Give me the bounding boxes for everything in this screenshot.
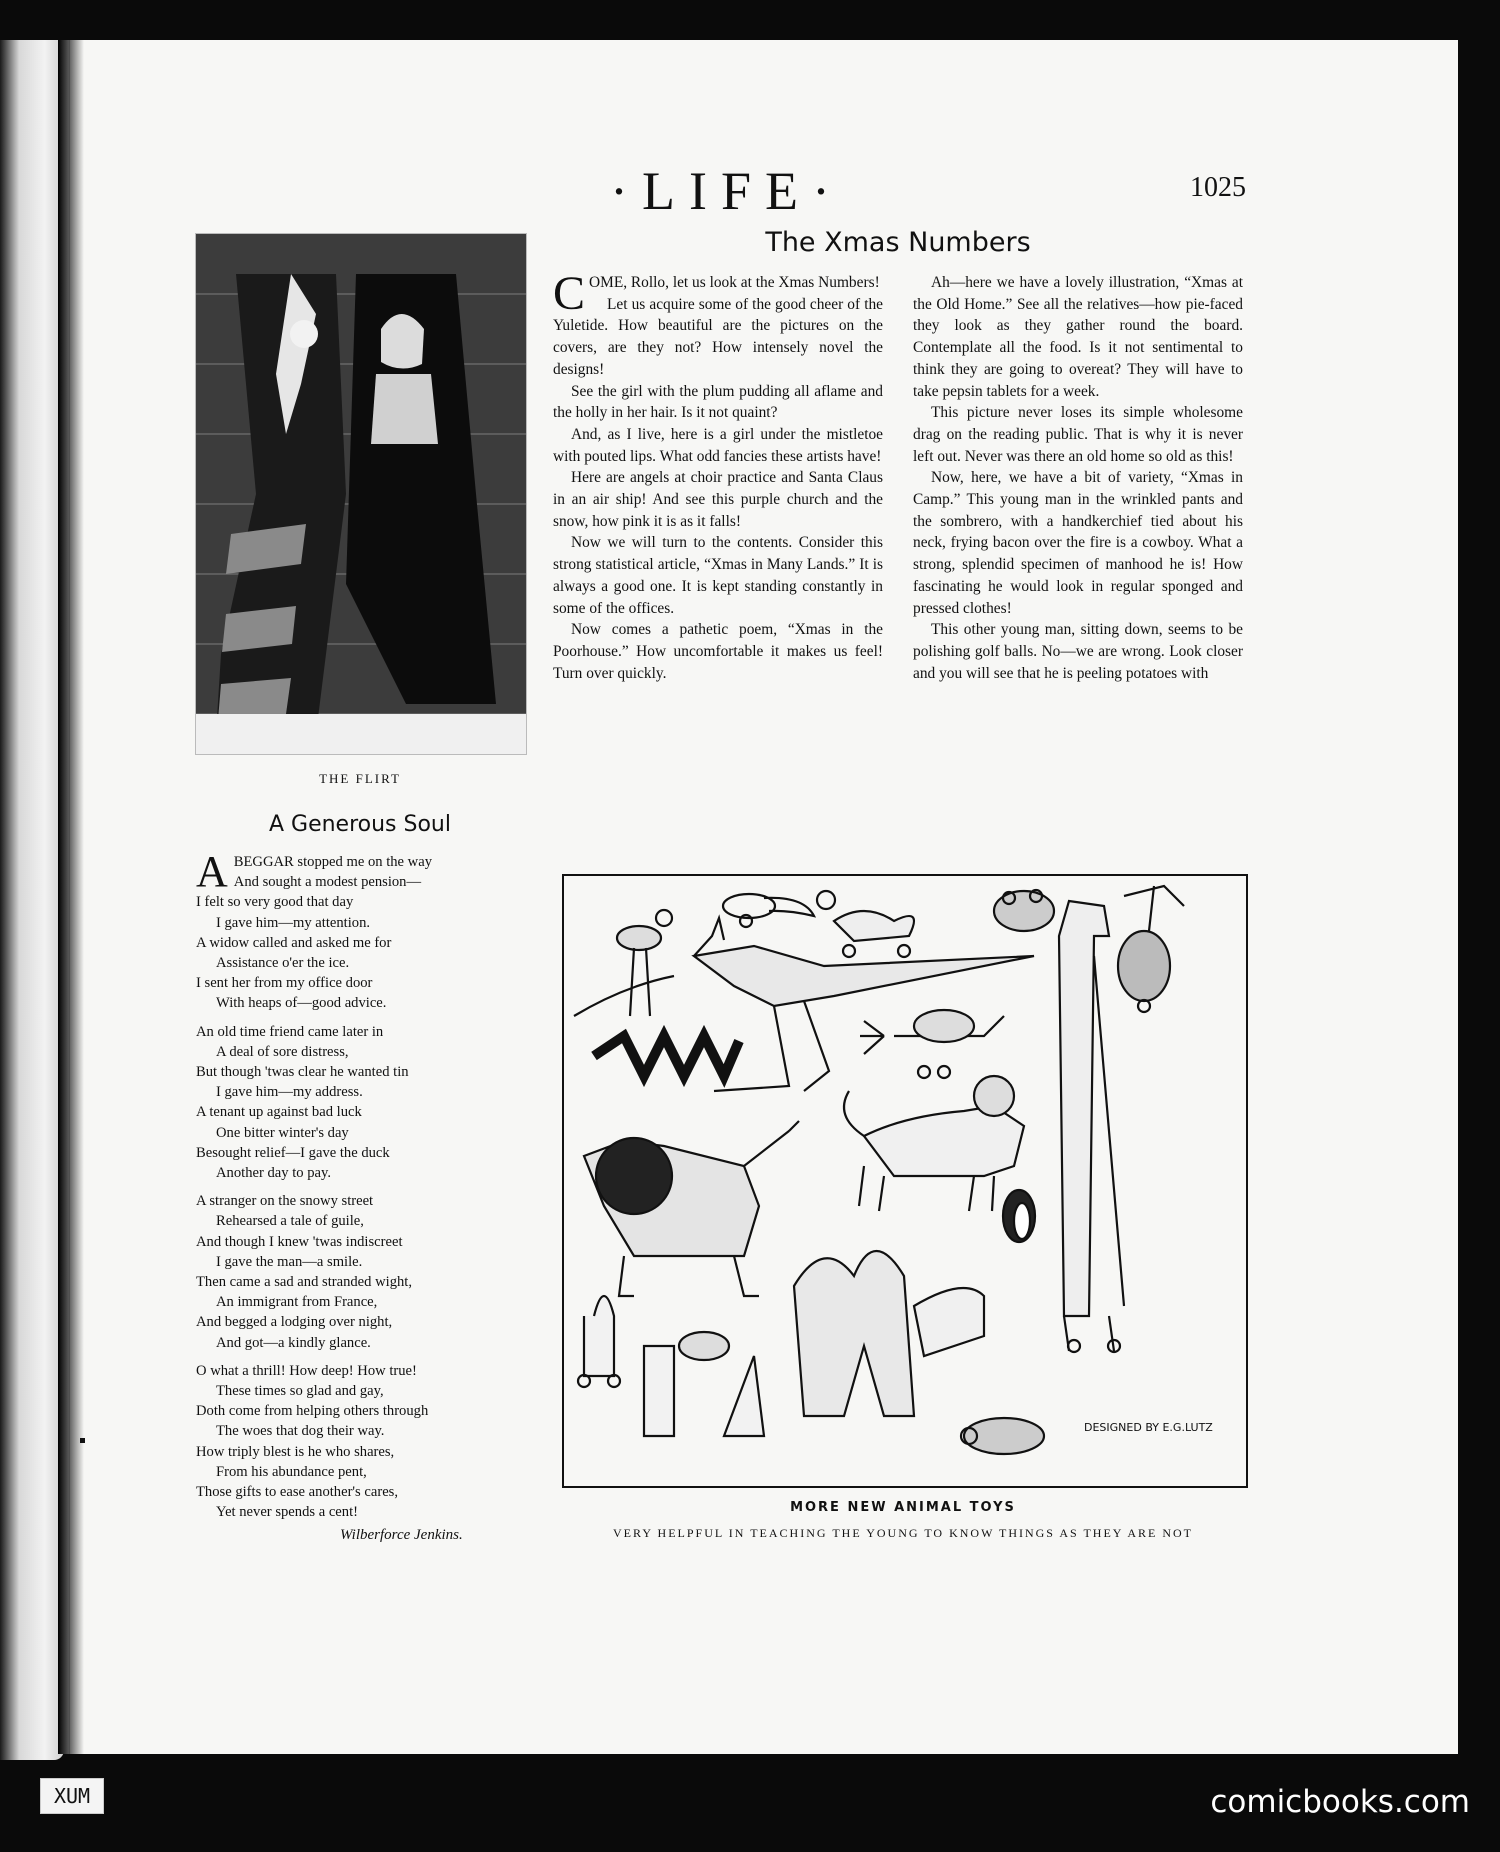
article-paragraph: This picture never loses its simple wholesome drag on the reading public. That is why it is never left out. Never was there an old home so old as this! bbox=[913, 404, 1243, 465]
article-paragraph: Now we will turn to the contents. Consider this strong statistical article, “Xmas in Many Lands.” It is always a good one. It is kept standing constantly in some of the offices. bbox=[553, 534, 883, 617]
article-paragraph: Ah—here we have a lovely illustration, “Xmas at the Old Home.” See all the relatives—how pie-faced they look as they gather round the board. Contemplate all the food. Is it not sentimental to think they are going to overeat? They will have to take pepsin tablets for a week. bbox=[913, 274, 1243, 400]
poem-title: A Generous Soul bbox=[268, 812, 451, 837]
article-paragraph: See the girl with the plum pudding all aflame and the holly in her hair. Is it not quaint? bbox=[553, 382, 883, 422]
page-number: 1025 bbox=[1190, 172, 1246, 203]
poem-line: From his abundance pent, bbox=[216, 1463, 367, 1480]
poem-line: But though 'twas clear he wanted tin bbox=[196, 1064, 409, 1081]
toucan-toy bbox=[723, 894, 814, 927]
flirt-drawing bbox=[196, 234, 526, 754]
penguin-toy bbox=[1003, 1190, 1035, 1242]
poem-line: Those gifts to ease another's cares, bbox=[196, 1484, 399, 1501]
poem-line: And sought a modest pension— bbox=[233, 874, 422, 891]
poem-stanza-2 bbox=[196, 1022, 536, 1184]
poem-stanza-4 bbox=[196, 1361, 536, 1523]
camel-toy bbox=[794, 1251, 984, 1416]
poem-line: I gave him—my attention. bbox=[216, 914, 371, 931]
poem-line: I felt so very good that day bbox=[196, 894, 354, 911]
article-paragraph: Now comes a pathetic poem, “Xmas in the Poorhouse.” How uncomfortable it makes us feel! Turn over quickly. bbox=[553, 621, 883, 682]
article-title: The Xmas Numbers bbox=[765, 227, 1031, 258]
poem-dropcap: A bbox=[196, 847, 228, 896]
animal-toys-illustration bbox=[562, 874, 1248, 1488]
kangaroo-toy bbox=[694, 918, 1034, 1091]
poem-line: Another day to pay. bbox=[216, 1165, 331, 1182]
archive-label: XUM bbox=[40, 1778, 104, 1814]
poem-line: I gave him—my address. bbox=[216, 1084, 363, 1101]
poem-line: A stranger on the snowy street bbox=[196, 1193, 374, 1210]
poem-line: And though I knew 'twas indiscreet bbox=[196, 1233, 403, 1250]
toys-caption: MORE NEW ANIMAL TOYS bbox=[790, 1500, 1016, 1515]
article-paragraph: COME, Rollo, let us look at the Xmas Numbers! bbox=[553, 267, 880, 320]
the-flirt-illustration bbox=[195, 233, 527, 755]
poem-stanza-3 bbox=[196, 1191, 536, 1353]
poem-line: And begged a lodging over night, bbox=[196, 1314, 393, 1331]
poem-line: With heaps of—good advice. bbox=[216, 995, 387, 1012]
leopard-toy bbox=[844, 1076, 1024, 1211]
poem-line: I sent her from my office door bbox=[196, 975, 373, 992]
poem-line: Rehearsed a tale of guile, bbox=[216, 1213, 364, 1230]
poem-author: Wilberforce Jenkins. bbox=[340, 1527, 463, 1543]
article-paragraph: And, as I live, here is a girl under the mistletoe with pouted lips. What odd fancies these artists have! bbox=[553, 425, 883, 465]
bird-toy bbox=[574, 910, 674, 1016]
poem-line: One bitter winter's day bbox=[216, 1124, 349, 1141]
poem-line: These times so glad and gay, bbox=[216, 1383, 384, 1400]
bird-plane-toy bbox=[860, 1010, 1004, 1078]
article-paragraph: Let us acquire some of the good cheer of the Yuletide. How beautiful are the pictures on the covers, are they not? How intensely novel the designs! bbox=[553, 295, 883, 378]
article-paragraph: Now, here, we have a bit of variety, “Xmas in Camp.” This young man in the wrinkled pants and the sombrero, with a handkerchief tied about his neck, frying bacon over the fire is a cowboy. What a strong, splendid specimen of manhood he is! How fascinating he would look in regular sponged and pressed clothes! bbox=[913, 469, 1243, 617]
toys-subcaption: VERY HELPFUL IN TEACHING THE YOUNG TO KNOW THINGS AS THEY ARE NOT bbox=[612, 1526, 1193, 1540]
poem-line: A deal of sore distress, bbox=[216, 1043, 349, 1060]
rabbit-toys bbox=[578, 1296, 764, 1436]
poem-line: A widow called and asked me for bbox=[196, 934, 392, 951]
poem-line: O what a thrill! How deep! How true! bbox=[196, 1362, 417, 1379]
poem-line: Then came a sad and stranded wight, bbox=[196, 1274, 412, 1291]
poem-line: Assistance o'er the ice. bbox=[216, 955, 350, 972]
snake-toy bbox=[594, 1036, 739, 1076]
flirt-caption: THE FLIRT bbox=[319, 771, 401, 786]
poem-line: Besought relief—I gave the duck bbox=[196, 1144, 390, 1161]
turtle-toy bbox=[961, 1418, 1044, 1454]
poem-line: The woes that dog their way. bbox=[216, 1423, 385, 1440]
poem-body bbox=[196, 847, 536, 1531]
site-watermark: comicbooks.com bbox=[1210, 1784, 1470, 1820]
poem-line: An old time friend came later in bbox=[196, 1023, 384, 1040]
illustration-signature: DESIGNED BY E.G.LUTZ bbox=[1084, 1421, 1213, 1434]
poem-line: How triply blest is he who shares, bbox=[196, 1443, 395, 1460]
porcupine-toy bbox=[1118, 886, 1184, 1012]
gutter-shadow bbox=[58, 40, 84, 1754]
poem-line: Yet never spends a cent! bbox=[216, 1504, 358, 1521]
article-paragraph: This other young man, sitting down, seems to be polishing golf balls. No—we are wrong. Look closer and you will see that he is peeling potatoes with bbox=[913, 621, 1243, 682]
article-column-1 bbox=[553, 267, 883, 684]
article-paragraph: Here are angels at choir practice and Santa Claus in an air ship! And see this purple church and the snow, how pink it is as it falls! bbox=[553, 469, 883, 530]
poem-line: I gave the man—a smile. bbox=[216, 1253, 363, 1270]
giraffe-toy bbox=[1059, 901, 1124, 1352]
frog-toy bbox=[994, 890, 1054, 931]
poem-stanza-1 bbox=[196, 847, 536, 1014]
poem-line: A tenant up against bad luck bbox=[196, 1104, 362, 1121]
left-page-edge bbox=[0, 40, 64, 1760]
duck-toy bbox=[817, 891, 914, 957]
poem-line: And got—a kindly glance. bbox=[216, 1334, 371, 1351]
margin-mark bbox=[80, 1438, 85, 1443]
poem-line: BEGGAR stopped me on the way bbox=[233, 854, 432, 870]
article-dropcap: C bbox=[553, 267, 586, 320]
animal-toys-drawing bbox=[564, 876, 1246, 1486]
poem-line: An immigrant from France, bbox=[216, 1294, 378, 1311]
poem-line: Doth come from helping others through bbox=[196, 1403, 429, 1420]
lion-toy bbox=[584, 1121, 799, 1296]
article-column-2 bbox=[913, 272, 1243, 684]
masthead: ·LIFE· bbox=[610, 161, 844, 221]
